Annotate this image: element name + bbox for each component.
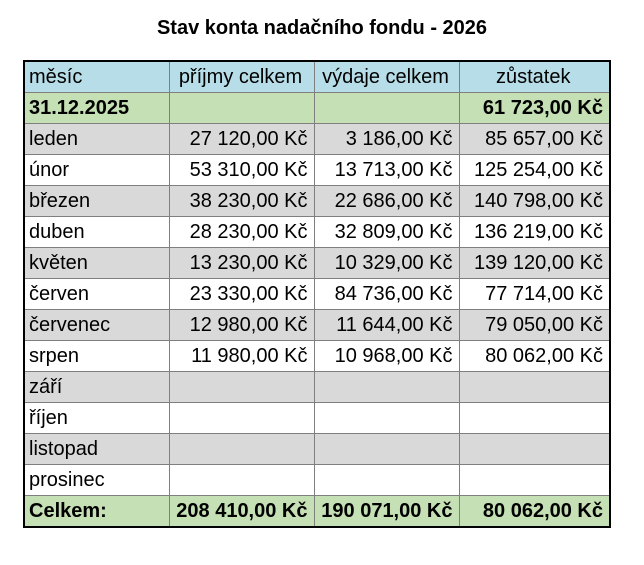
cell-income[interactable]: 23 330,00 Kč [169, 279, 314, 310]
cell-expense[interactable]: 11 644,00 Kč [314, 310, 459, 341]
cell-expense[interactable] [314, 372, 459, 403]
cell-balance[interactable]: 136 219,00 Kč [459, 217, 610, 248]
cell-expense[interactable] [314, 403, 459, 434]
total-label[interactable]: Celkem: [24, 496, 169, 528]
cell-month[interactable]: červenec [24, 310, 169, 341]
cell-expense[interactable]: 13 713,00 Kč [314, 155, 459, 186]
opening-balance[interactable]: 61 723,00 Kč [459, 93, 610, 124]
total-expense[interactable]: 190 071,00 Kč [314, 496, 459, 528]
header-income[interactable]: příjmy celkem [169, 61, 314, 93]
cell-expense[interactable] [314, 465, 459, 496]
cell-income[interactable]: 12 980,00 Kč [169, 310, 314, 341]
table-row [24, 155, 610, 186]
cell-expense[interactable]: 10 329,00 Kč [314, 248, 459, 279]
cell-expense[interactable]: 3 186,00 Kč [314, 124, 459, 155]
cell-balance[interactable]: 77 714,00 Kč [459, 279, 610, 310]
cell-income[interactable]: 11 980,00 Kč [169, 341, 314, 372]
cell-balance[interactable]: 125 254,00 Kč [459, 155, 610, 186]
cell-month[interactable]: leden [24, 124, 169, 155]
opening-income[interactable] [169, 93, 314, 124]
cell-balance[interactable] [459, 465, 610, 496]
cell-month[interactable]: červen [24, 279, 169, 310]
total-row [24, 496, 610, 528]
cell-month[interactable]: březen [24, 186, 169, 217]
cell-balance[interactable]: 79 050,00 Kč [459, 310, 610, 341]
table-row [24, 248, 610, 279]
opening-expense[interactable] [314, 93, 459, 124]
opening-label[interactable]: 31.12.2025 [24, 93, 169, 124]
cell-income[interactable]: 27 120,00 Kč [169, 124, 314, 155]
total-income[interactable]: 208 410,00 Kč [169, 496, 314, 528]
cell-month[interactable]: prosinec [24, 465, 169, 496]
table-row [24, 372, 610, 403]
month-rows [24, 124, 610, 496]
header-expense[interactable]: výdaje celkem [314, 61, 459, 93]
cell-income[interactable]: 13 230,00 Kč [169, 248, 314, 279]
cell-income[interactable] [169, 465, 314, 496]
cell-balance[interactable]: 80 062,00 Kč [459, 341, 610, 372]
table-row [24, 465, 610, 496]
cell-income[interactable]: 28 230,00 Kč [169, 217, 314, 248]
header-row [24, 61, 610, 93]
cell-month[interactable]: únor [24, 155, 169, 186]
table-row [24, 186, 610, 217]
cell-month[interactable]: duben [24, 217, 169, 248]
cell-expense[interactable]: 10 968,00 Kč [314, 341, 459, 372]
fund-balance-table [23, 60, 611, 528]
table-row [24, 310, 610, 341]
table-row [24, 279, 610, 310]
cell-income[interactable] [169, 403, 314, 434]
cell-month[interactable]: listopad [24, 434, 169, 465]
table-row [24, 124, 610, 155]
cell-month[interactable]: květen [24, 248, 169, 279]
cell-balance[interactable] [459, 403, 610, 434]
table-row [24, 217, 610, 248]
cell-month[interactable]: říjen [24, 403, 169, 434]
cell-balance[interactable] [459, 434, 610, 465]
cell-income[interactable] [169, 372, 314, 403]
cell-balance[interactable] [459, 372, 610, 403]
total-balance[interactable]: 80 062,00 Kč [459, 496, 610, 528]
cell-expense[interactable]: 22 686,00 Kč [314, 186, 459, 217]
cell-expense[interactable]: 32 809,00 Kč [314, 217, 459, 248]
cell-balance[interactable]: 140 798,00 Kč [459, 186, 610, 217]
cell-month[interactable]: srpen [24, 341, 169, 372]
table-row [24, 403, 610, 434]
opening-balance-row [24, 93, 610, 124]
cell-income[interactable]: 38 230,00 Kč [169, 186, 314, 217]
cell-month[interactable]: září [24, 372, 169, 403]
cell-balance[interactable]: 85 657,00 Kč [459, 124, 610, 155]
cell-income[interactable] [169, 434, 314, 465]
cell-expense[interactable]: 84 736,00 Kč [314, 279, 459, 310]
cell-income[interactable]: 53 310,00 Kč [169, 155, 314, 186]
header-month[interactable]: měsíc [24, 61, 169, 93]
cell-expense[interactable] [314, 434, 459, 465]
page-title: Stav konta nadačního fondu - 2026 [156, 17, 488, 39]
header-balance[interactable]: zůstatek [459, 61, 610, 93]
table-row [24, 434, 610, 465]
cell-balance[interactable]: 139 120,00 Kč [459, 248, 610, 279]
table-row [24, 341, 610, 372]
